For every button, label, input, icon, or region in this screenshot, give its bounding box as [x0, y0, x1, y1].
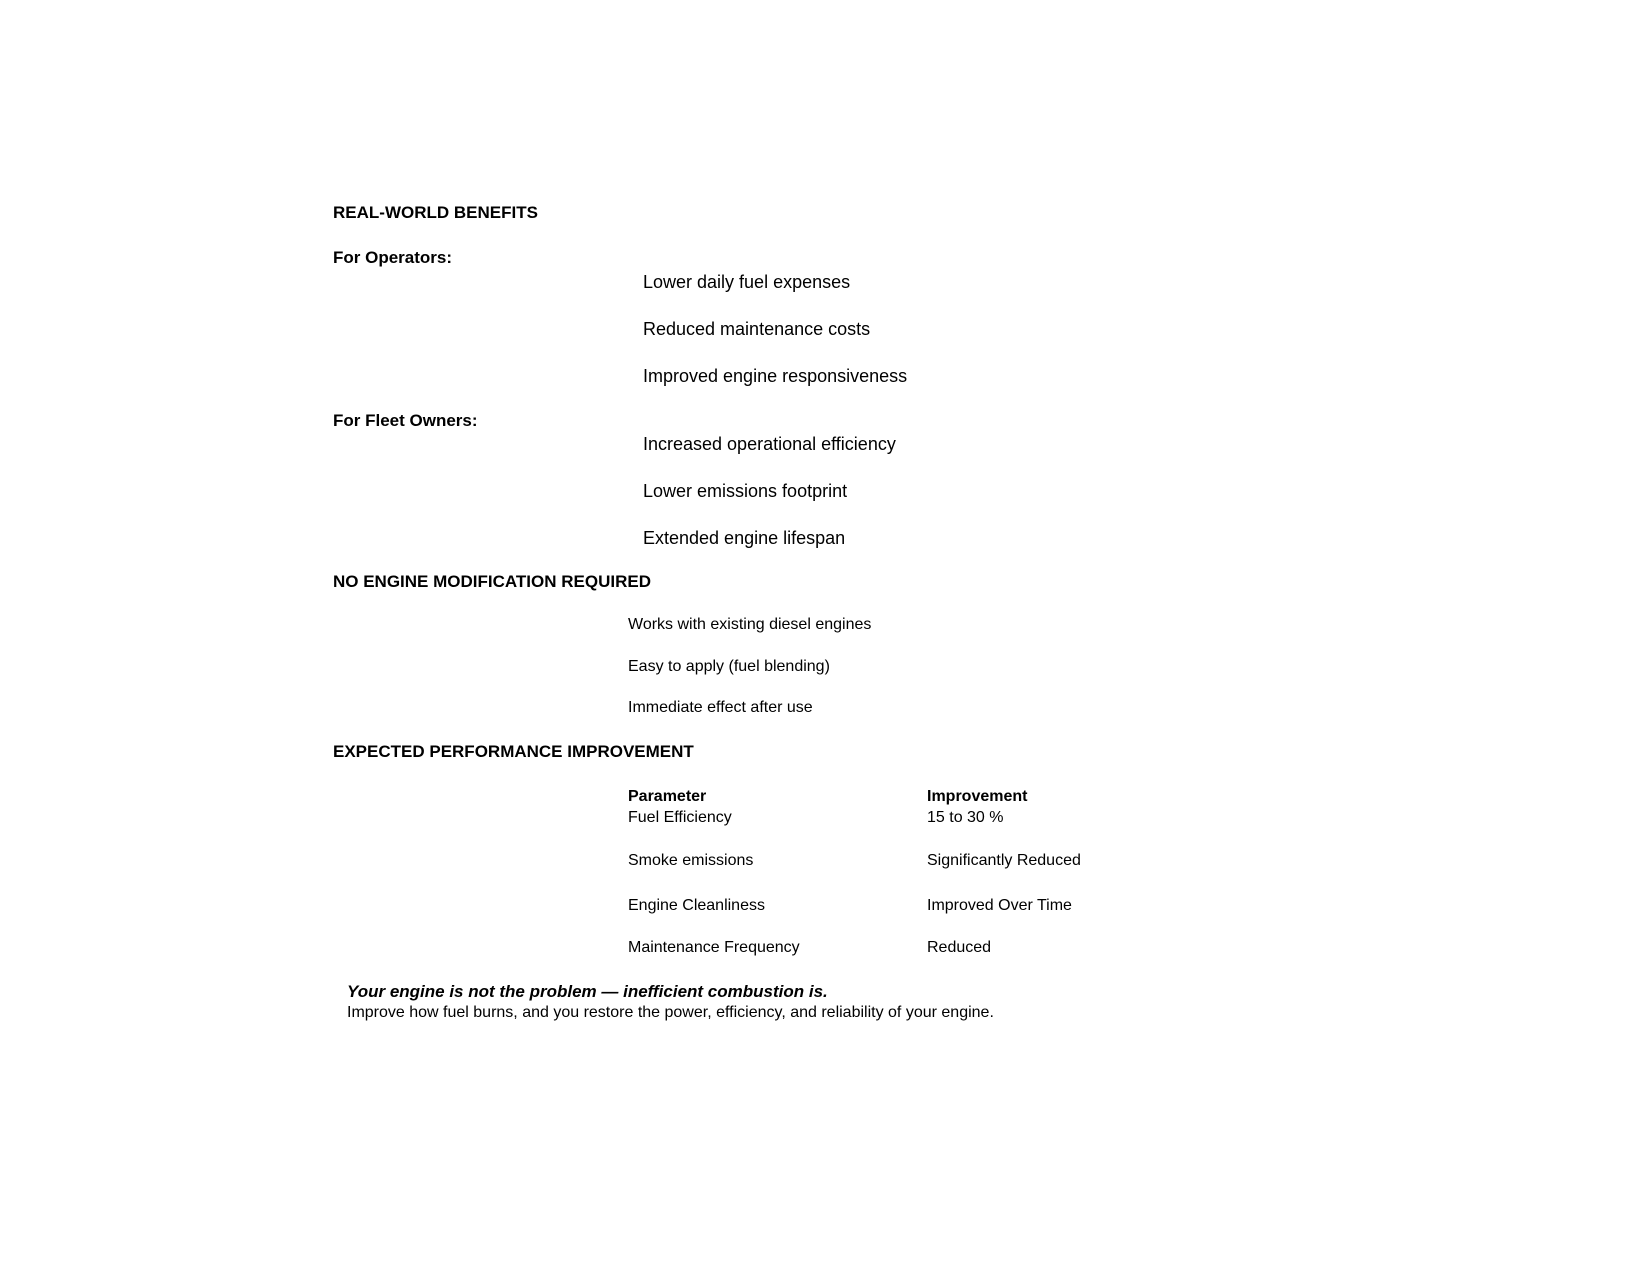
operators-label: For Operators:	[333, 248, 453, 267]
section-title-benefits: REAL-WORLD BENEFITS	[333, 203, 538, 222]
list-item: Easy to apply (fuel blending)	[628, 658, 830, 675]
table-header-improvement: Improvement	[927, 788, 1028, 805]
table-cell-parameter: Smoke emissions	[628, 852, 754, 869]
section-title-performance: EXPECTED PERFORMANCE IMPROVEMENT	[333, 742, 694, 761]
table-cell-improvement: Significantly Reduced	[927, 852, 1081, 869]
list-item: Lower daily fuel expenses	[643, 272, 851, 292]
section-title-no-modification: NO ENGINE MODIFICATION REQUIRED	[333, 572, 651, 591]
table-cell-parameter: Engine Cleanliness	[628, 897, 765, 914]
list-item: Extended engine lifespan	[643, 528, 846, 548]
table-cell-improvement: Reduced	[927, 939, 992, 956]
closing-tagline: Your engine is not the problem — inefficient combustion is.	[347, 982, 828, 1001]
list-item: Reduced maintenance costs	[643, 319, 871, 339]
list-item: Lower emissions footprint	[643, 481, 848, 501]
list-item: Works with existing diesel engines	[628, 616, 872, 633]
table-header-parameter: Parameter	[628, 788, 707, 805]
fleet-owners-label: For Fleet Owners:	[333, 411, 478, 430]
table-cell-parameter: Fuel Efficiency	[628, 809, 732, 826]
table-cell-improvement: Improved Over Time	[927, 897, 1072, 914]
list-item: Immediate effect after use	[628, 699, 813, 716]
closing-body: Improve how fuel burns, and you restore the power, efficiency, and reliability of your engine.	[347, 1004, 994, 1021]
list-item: Improved engine responsiveness	[643, 366, 908, 386]
table-cell-improvement: 15 to 30 %	[927, 809, 1004, 826]
list-item: Increased operational efficiency	[643, 434, 896, 454]
table-cell-parameter: Maintenance Frequency	[628, 939, 800, 956]
